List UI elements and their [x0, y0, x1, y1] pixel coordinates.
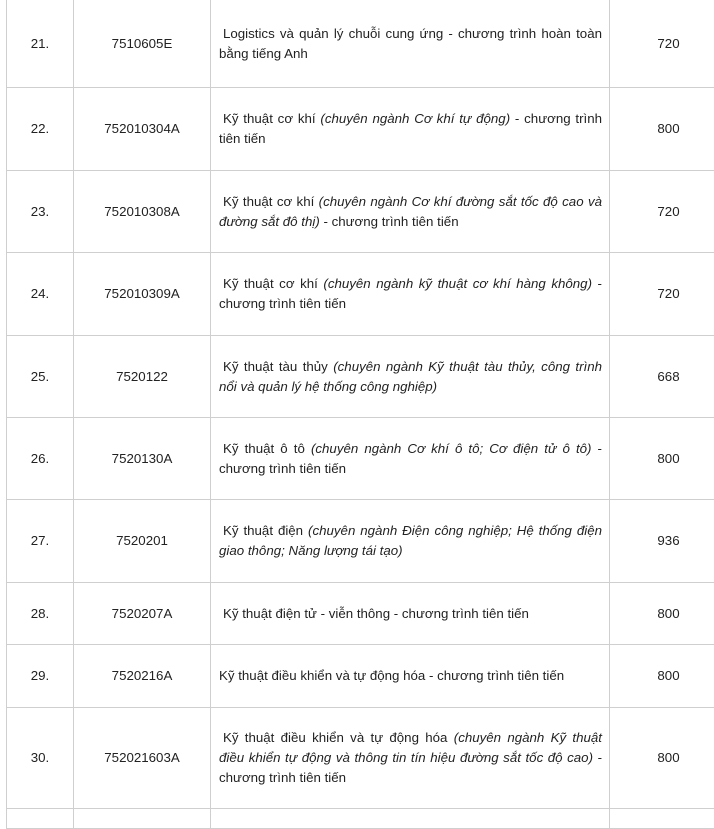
- program-code: 752010304A: [74, 88, 211, 171]
- specialization: ( chuyên ngành Cơ khí tự động ): [320, 111, 510, 126]
- program-suffix: - chương trình tiên tiến: [219, 750, 602, 785]
- program-name: Kỹ thuật điện: [219, 523, 303, 538]
- quota-value: 936: [610, 500, 714, 583]
- row-number: 21.: [7, 0, 74, 88]
- quota-value: 800: [610, 583, 714, 645]
- specialization: ( chuyên ngành Cơ khí ô tô; Cơ điện tử ô tô ): [311, 441, 592, 456]
- program-code: 752021603A: [74, 708, 211, 809]
- specialization: ( chuyên ngành Kỹ thuật điều khiển tự động và thông tin tín hiệu đường sắt tốc độ cao ): [219, 730, 602, 765]
- row-number: 22.: [7, 88, 74, 171]
- program-table: [6, 0, 714, 829]
- program-name-cell: [211, 418, 610, 500]
- specialization: ( chuyên ngành Điện công nghiệp; Hệ thống điện giao thông; Năng lượng tái tạo ): [219, 523, 602, 558]
- program-name-cell: [211, 645, 610, 708]
- quota-value: 800: [610, 708, 714, 809]
- specialization: ( chuyên ngành Kỹ thuật tàu thủy, công trình nổi và quản lý hệ thống công nghiệp ): [219, 359, 602, 394]
- program-code: 752010308A: [74, 171, 211, 253]
- row-number: 23.: [7, 171, 74, 253]
- program-name: Kỹ thuật điều khiển và tự động hóa: [219, 730, 447, 745]
- row-number: 25.: [7, 336, 74, 418]
- program-name: Kỹ thuật điện tử - viễn thông - chương trình tiên tiến: [219, 606, 529, 621]
- quota-value: 720: [610, 253, 714, 336]
- program-code: 752010309A: [74, 253, 211, 336]
- row-number: 26.: [7, 418, 74, 500]
- quota-value: 720: [610, 0, 714, 88]
- program-suffix: - chương trình tiên tiến: [219, 441, 602, 476]
- table-row: [7, 708, 714, 809]
- table-row: [7, 418, 714, 500]
- program-code: 7520207A: [74, 583, 211, 645]
- program-name-cell: [211, 253, 610, 336]
- program-name: Kỹ thuật tàu thủy: [219, 359, 328, 374]
- program-code: 7520122: [74, 336, 211, 418]
- table-row: [7, 645, 714, 708]
- table-row-partial: [7, 809, 714, 829]
- program-suffix: - chương trình tiên tiến: [320, 214, 459, 229]
- program-code: 7510605E: [74, 0, 211, 88]
- table-row: [7, 253, 714, 336]
- program-name-cell: [211, 88, 610, 171]
- program-name: Kỹ thuật cơ khí: [219, 111, 316, 126]
- program-name-cell: [211, 171, 610, 253]
- program-suffix: - chương trình tiên tiến: [219, 111, 602, 146]
- table-row: [7, 88, 714, 171]
- program-name-cell: [211, 583, 610, 645]
- quota-value: 800: [610, 88, 714, 171]
- row-number: 24.: [7, 253, 74, 336]
- quota-value: 800: [610, 418, 714, 500]
- program-code: 7520201: [74, 500, 211, 583]
- program-suffix: - chương trình tiên tiến: [219, 276, 602, 311]
- program-code: 7520216A: [74, 645, 211, 708]
- quota-value: 800: [610, 645, 714, 708]
- row-number: 27.: [7, 500, 74, 583]
- program-name-cell: [211, 500, 610, 583]
- table-row: [7, 171, 714, 253]
- program-name: Logistics và quản lý chuỗi cung ứng - chương trình hoàn toàn bằng tiếng Anh: [219, 26, 602, 61]
- specialization: ( chuyên ngành kỹ thuật cơ khí hàng không ): [323, 276, 592, 291]
- program-name-cell: [211, 336, 610, 418]
- program-name: Kỹ thuật cơ khí: [219, 276, 318, 291]
- program-name-cell: [211, 708, 610, 809]
- row-number: 30.: [7, 708, 74, 809]
- quota-value: 720: [610, 171, 714, 253]
- table-row: [7, 0, 714, 88]
- quota-value: 668: [610, 336, 714, 418]
- program-name: Kỹ thuật điều khiển và tự động hóa - chương trình tiên tiến: [219, 668, 564, 683]
- table-row: [7, 336, 714, 418]
- program-name-cell: [211, 0, 610, 88]
- program-code: 7520130A: [74, 418, 211, 500]
- table-row: [7, 583, 714, 645]
- row-number: 28.: [7, 583, 74, 645]
- row-number: 29.: [7, 645, 74, 708]
- table-row: [7, 500, 714, 583]
- program-name: Kỹ thuật cơ khí: [219, 194, 314, 209]
- program-name: Kỹ thuật ô tô: [219, 441, 305, 456]
- specialization: ( chuyên ngành Cơ khí đường sắt tốc độ cao và đường sắt đô thị ): [219, 194, 602, 229]
